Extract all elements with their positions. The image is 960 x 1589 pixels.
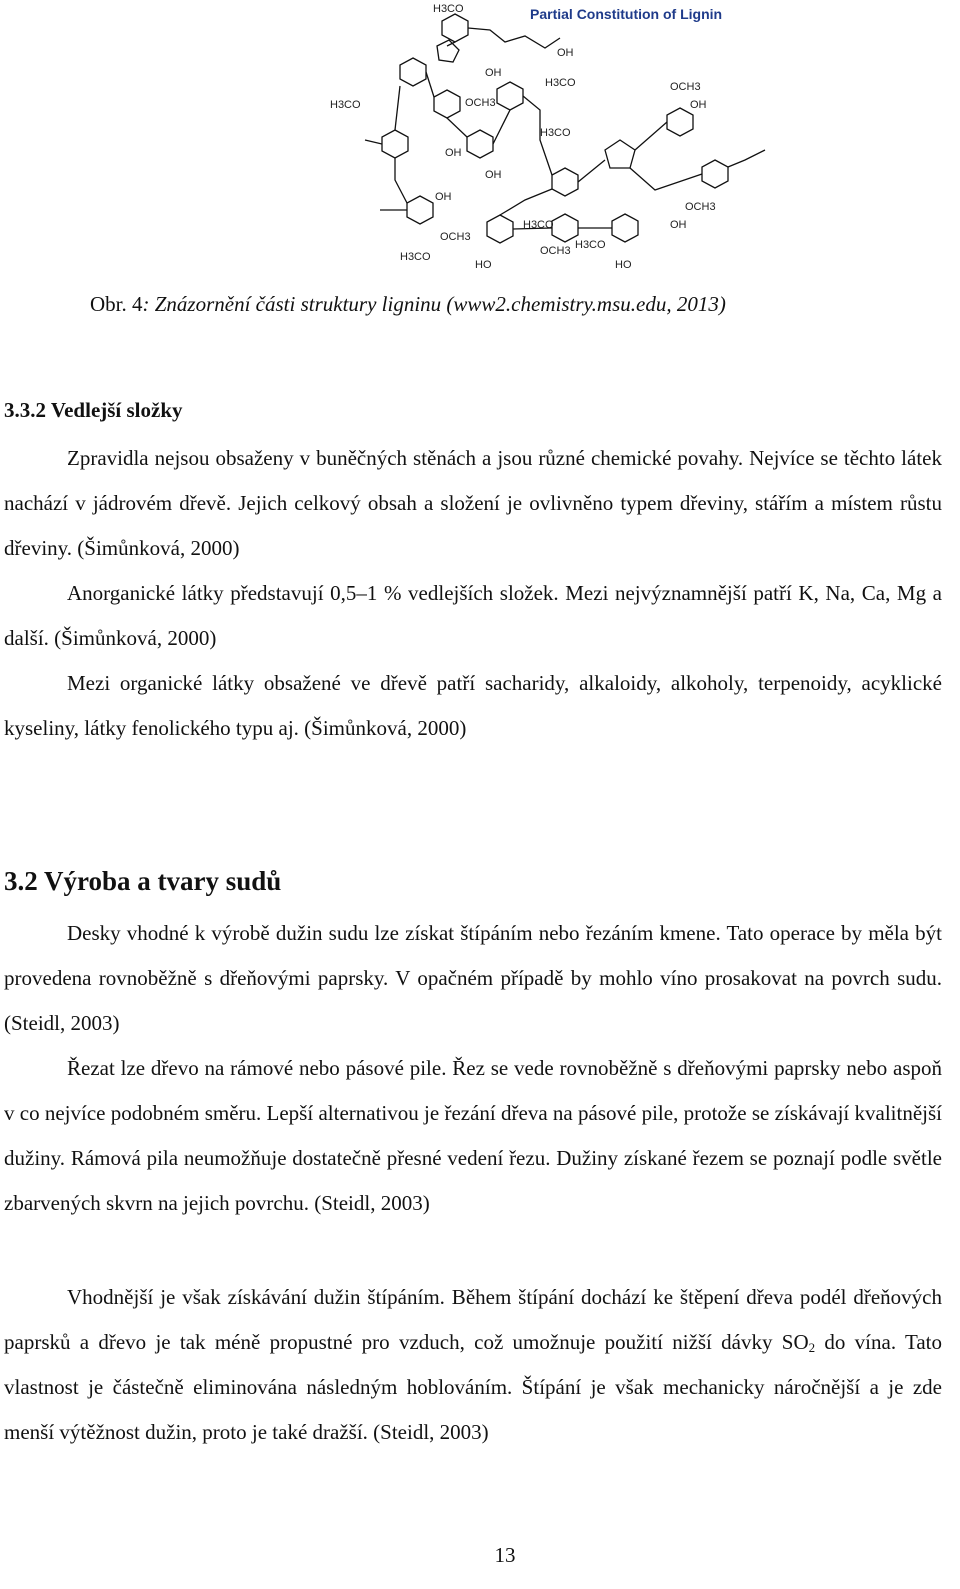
label-och3-4: OCH3 xyxy=(540,245,571,257)
structure-labels xyxy=(330,3,716,271)
side-chain-1 xyxy=(468,28,560,48)
page-number: 13 xyxy=(494,1543,516,1567)
bond-9 xyxy=(635,122,667,150)
label-och3-5: OCH3 xyxy=(440,231,471,243)
lignin-structure-figure xyxy=(325,0,785,276)
paragraph xyxy=(4,1046,942,1226)
label-och3-1: OCH3 xyxy=(465,97,496,109)
bond-2 xyxy=(426,72,434,97)
ring-9 xyxy=(552,214,578,242)
label-oh-2: OH xyxy=(485,67,502,79)
ring-2 xyxy=(400,58,426,86)
ring-7 xyxy=(552,168,578,196)
ring-5 xyxy=(467,130,493,158)
ring-14 xyxy=(437,40,459,62)
paragraph-text: Vhodnější je však získávání dužin štípáním. Během štípání dochází ke štěpení dřeva podél dřeňových paprsků a dřevo je tak méně propustné pro vzduch, což umožnuje použití nižší dávky SO xyxy=(4,1285,942,1354)
caption-text: : Znázornění části struktury ligninu (www2.chemistry.msu.edu, 2013) xyxy=(142,292,726,316)
label-ho-1: HO xyxy=(475,259,492,271)
label-h3co-3: H3CO xyxy=(523,219,554,231)
paragraph xyxy=(4,571,942,661)
paragraph-text: Desky vhodné k výrobě dužin sudu lze získat štípáním nebo řezáním kmene. Tato operace by měla být provedena rovnoběžně s dřeňovými paprsky. V opačném případě by mohlo víno prosakovat na povrch sudu. (Steidl, 2003) xyxy=(4,921,942,1035)
paragraph xyxy=(4,1275,942,1455)
subscript: 2 xyxy=(808,1340,816,1355)
side-chain-2 xyxy=(728,150,765,167)
bond-11 xyxy=(500,189,552,215)
label-oh-6: OH xyxy=(670,219,687,231)
paragraph-text: Mezi organické látky obsažené ve dřevě patří sacharidy, alkaloidy, alkoholy, terpenoidy, acyklické kyseliny, látky fenolického typu aj. (Šimůnková, 2000) xyxy=(4,671,942,740)
label-oh-3: OH xyxy=(690,99,707,111)
section-heading-3-3-2: 3.3.2 Vedlejší složky xyxy=(4,398,183,422)
ring-10 xyxy=(612,214,638,242)
bond-8 xyxy=(578,160,605,182)
label-h3co-4: H3CO xyxy=(575,239,606,251)
bond-15 xyxy=(365,140,382,144)
ring-12 xyxy=(702,160,728,188)
figure-title: Partial Constitution of Lignin xyxy=(530,6,723,22)
caption-prefix: Obr. 4 xyxy=(90,292,143,316)
paragraph-text: Anorganické látky představují 0,5–1 % vedlejších složek. Mezi nejvýznamnější patří K, Na, Ca, Mg a další. (Šimůnková, 2000) xyxy=(4,581,942,650)
bond-7 xyxy=(395,158,407,203)
paragraph-text: Řezat lze dřevo na rámové nebo pásové pile. Řez se vede rovnoběžně s dřeňovými paprsky nebo aspoň v co nejvíce podobném směru. Lepší alternativou je řezání dřeva na pásové pile, protože se získávají kvalitnější dužiny. Rámová pila neumožňuje dostatečně přesné vedení řezu. Dužiny získané řezem se poznají podle světle zbarvených skvrn na jejich povrchu. (Steidl, 2003) xyxy=(4,1056,942,1215)
label-och3-2: OCH3 xyxy=(670,81,701,93)
label-oh-5: OH xyxy=(445,147,462,159)
ring-6 xyxy=(497,82,523,110)
label-h3co-left: H3CO xyxy=(330,99,361,111)
figure-caption xyxy=(90,292,890,317)
paragraph-text: Zpravidla nejsou obsaženy v buněčných stěnách a jsou různé chemické povahy. Nejvíce se těchto látek nachází v jádrovém dřevě. Jejich celkový obsah a složení je ovlivněno typem dřeviny, stářím a místem růstu dřeviny. (Šimůnková, 2000) xyxy=(4,446,942,560)
bond-10 xyxy=(630,168,702,190)
lignin-structure-diagram xyxy=(325,0,785,276)
bond-3 xyxy=(395,86,400,130)
ring-4 xyxy=(382,130,408,158)
ring-8 xyxy=(487,215,513,243)
label-h3co-5: H3CO xyxy=(400,251,431,263)
label-och3-3: OCH3 xyxy=(685,201,716,213)
ring-11 xyxy=(667,108,693,136)
paragraph xyxy=(4,436,942,571)
bond-4 xyxy=(447,118,467,137)
label-oh-1: OH xyxy=(557,47,574,59)
bond-5 xyxy=(493,110,510,144)
label-h3co-2: H3CO xyxy=(540,127,571,139)
ring-3 xyxy=(434,90,460,118)
label-oh-7: OH xyxy=(485,169,502,181)
label-h3co-top: H3CO xyxy=(433,3,464,15)
label-h3co-mid: H3CO xyxy=(545,77,576,89)
paragraph xyxy=(4,911,942,1046)
ring-13 xyxy=(407,196,433,224)
label-ho-2: HO xyxy=(615,259,632,271)
paragraph-text: do vína. Tato vlastnost je částečně eliminována následným hoblováním. Štípání je však mechanicky náročnější a je zde menší výtěžnost dužin, proto je také dražší. (Steidl, 2003) xyxy=(4,1330,943,1444)
paragraph xyxy=(4,661,942,751)
section-heading-3-2: 3.2 Výroba a tvary sudů xyxy=(4,866,282,896)
ring-15 xyxy=(605,140,635,168)
ring-1 xyxy=(442,14,468,42)
label-oh-4: OH xyxy=(435,191,452,203)
